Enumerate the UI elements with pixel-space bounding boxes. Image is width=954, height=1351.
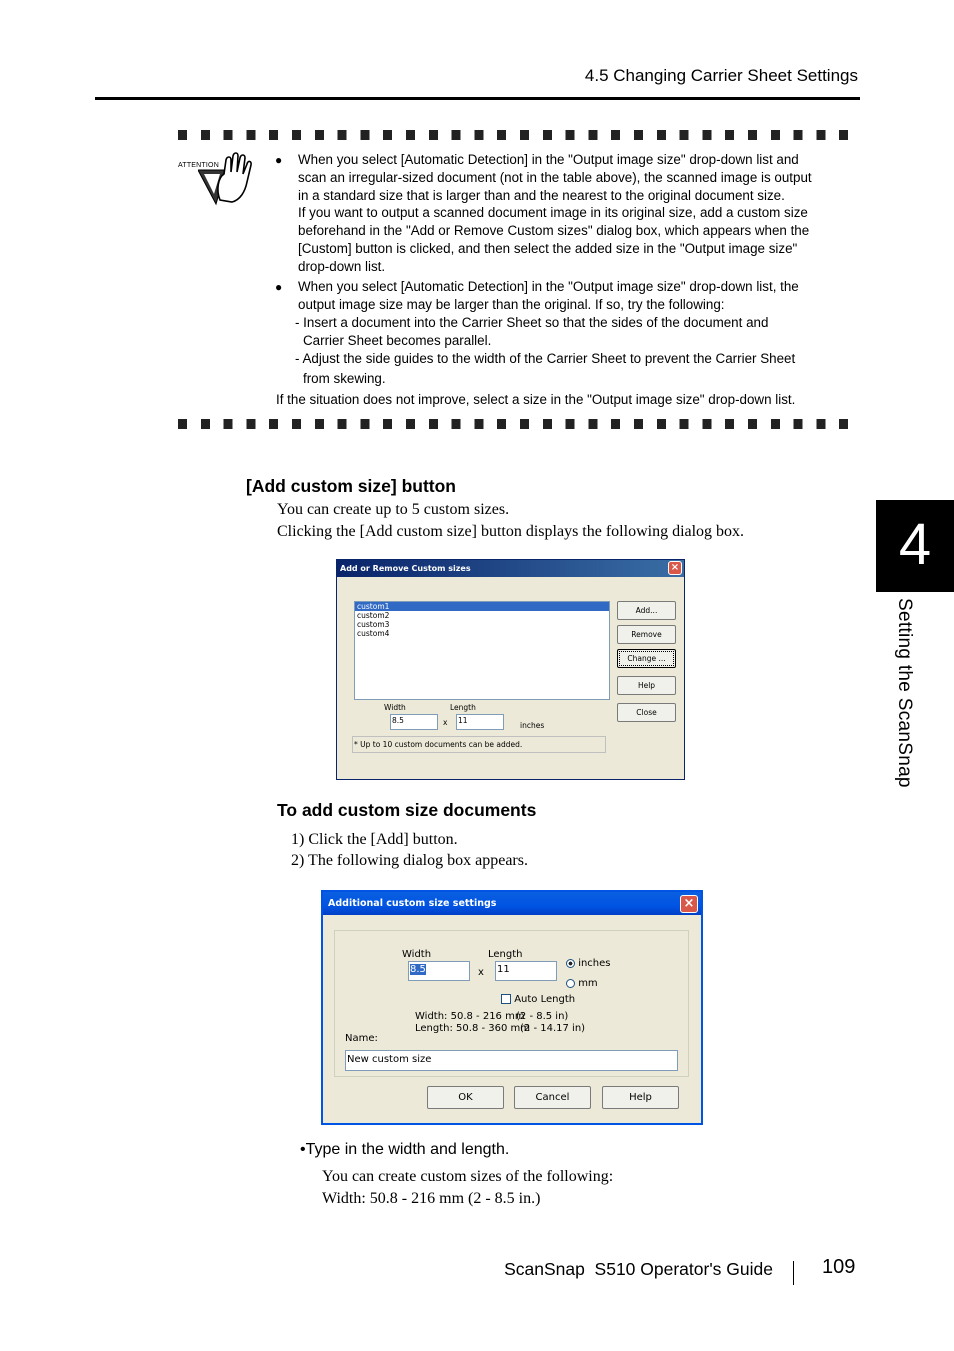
ok-button[interactable]: OK — [427, 1086, 504, 1109]
dialog-titlebar — [323, 892, 701, 915]
name-label: Name: — [345, 1033, 378, 1044]
attention-paragraph-2 — [298, 278, 854, 314]
change-button[interactable]: Change ... — [617, 649, 676, 668]
text-line: If you want to output a scanned document image in its original size, add a custom size — [298, 205, 808, 221]
length-label: Length — [488, 949, 523, 960]
footer-divider — [793, 1261, 794, 1285]
type-in-bullet: •Type in the width and length. — [300, 1141, 510, 1158]
text-line: from skewing. — [303, 371, 386, 386]
text-line: [Custom] button is clicked, and then select the added size in the "Output image size" — [298, 240, 798, 256]
list-item[interactable]: custom3 — [357, 620, 390, 629]
attention-border-bottom — [178, 419, 851, 429]
attention-paragraph-1 — [298, 151, 854, 276]
radio-mm[interactable] — [566, 978, 598, 989]
additional-custom-size-dialog — [321, 890, 703, 1125]
add-remove-custom-sizes-dialog — [336, 559, 685, 780]
text-line: output image size may be larger than the original. If so, try the following: — [298, 296, 725, 312]
text-line: - Adjust the side guides to the width of the Carrier Sheet to prevent the Carrier Sheet — [295, 351, 796, 366]
radio-inches-label: inches — [578, 958, 611, 969]
body-line: You can create up to 5 custom sizes. — [277, 501, 510, 518]
add-button[interactable]: Add... — [617, 601, 676, 620]
close-button[interactable]: Close — [617, 703, 676, 722]
dialog-titlebar — [337, 560, 684, 577]
dialog-title: Additional custom size settings — [328, 898, 497, 909]
text-line: drop-down list. — [298, 258, 386, 274]
help-button[interactable]: Help — [602, 1086, 679, 1109]
attention-dash-1 — [295, 314, 851, 350]
section-heading-add-custom-size: [Add custom size] button — [246, 476, 456, 496]
text-line: scan an irregular-sized document (not in the table above), the scanned image is output — [298, 169, 812, 185]
times-sign: x — [443, 718, 448, 727]
length-input[interactable]: 11 — [456, 714, 504, 730]
length-label: Length — [450, 703, 476, 712]
attention-border-top — [178, 130, 851, 140]
body-line: Width: 50.8 - 216 mm (2 - 8.5 in.) — [322, 1190, 541, 1207]
text-line: When you select [Automatic Detection] in the "Output image size" drop-down list and — [298, 152, 799, 167]
header-rule — [95, 97, 860, 100]
auto-length-label: Auto Length — [514, 994, 576, 1005]
close-icon[interactable]: × — [680, 895, 698, 913]
text-line: Carrier Sheet becomes parallel. — [303, 332, 492, 348]
step-line: 2) The following dialog box appears. — [291, 852, 528, 869]
width-label: Width — [384, 703, 406, 712]
width-input[interactable]: 8.5 — [390, 714, 438, 730]
bullet-dot: ● — [275, 153, 283, 167]
checkbox-icon — [501, 994, 511, 1004]
attention-hand-icon — [198, 152, 258, 206]
body-line: You can create custom sizes of the following: — [322, 1168, 614, 1185]
list-item[interactable]: custom4 — [357, 629, 390, 638]
footer-guide-title: ScanSnap S510 Operator's Guide — [504, 1259, 773, 1279]
times-sign: x — [478, 967, 484, 978]
length-range-inches: (2 - 14.17 in) — [520, 1023, 586, 1034]
section-title: 4.5 Changing Carrier Sheet Settings — [584, 66, 858, 85]
attention-label: ATTENTION — [178, 162, 219, 169]
text-line: beforehand in the "Add or Remove Custom sizes" dialog box, which appears when the — [298, 223, 810, 239]
dialog-title: Add or Remove Custom sizes — [340, 564, 471, 573]
radio-inches[interactable] — [566, 958, 611, 969]
cancel-button[interactable]: Cancel — [514, 1086, 591, 1109]
chapter-title-text: Setting the ScanSnap — [894, 598, 915, 788]
attention-bullet-2 — [275, 278, 282, 297]
section-heading-to-add: To add custom size documents — [277, 800, 537, 820]
limit-note: * Up to 10 custom documents can be added. — [352, 736, 606, 753]
page-number: 109 — [822, 1256, 856, 1278]
attention-bullet-1 — [275, 151, 282, 170]
radio-unselected-icon — [566, 979, 575, 988]
text-line: - Insert a document into the Carrier Sheet so that the sides of the document and — [295, 315, 769, 330]
name-input[interactable]: New custom size — [345, 1050, 678, 1071]
chapter-number: 4 — [898, 512, 932, 577]
radio-mm-label: mm — [578, 978, 598, 989]
width-range: Width: 50.8 - 216 mm — [415, 1011, 525, 1022]
width-input[interactable] — [408, 961, 470, 981]
body-line: Clicking the [Add custom size] button displays the following dialog box. — [277, 523, 745, 540]
attention-closing: If the situation does not improve, select a size in the "Output image size" drop-down list. — [276, 392, 796, 407]
units-label: inches — [520, 721, 545, 730]
radio-selected-icon — [566, 959, 575, 968]
custom-size-list[interactable] — [354, 601, 610, 700]
length-range: Length: 50.8 - 360 mm — [415, 1023, 531, 1034]
close-icon[interactable]: × — [668, 561, 682, 575]
step-line: 1) Click the [Add] button. — [291, 831, 458, 848]
auto-length-checkbox[interactable] — [501, 994, 575, 1005]
width-range-inches: (2 - 8.5 in) — [516, 1011, 569, 1022]
width-label: Width — [402, 949, 432, 960]
text-line: When you select [Automatic Detection] in the "Output image size" drop-down list, the — [298, 279, 799, 294]
length-input[interactable]: 11 — [495, 961, 557, 981]
list-item[interactable]: custom1 — [355, 602, 609, 611]
width-value: 8.5 — [410, 964, 426, 975]
attention-dash-2 — [295, 349, 851, 389]
bullet-dot: ● — [275, 280, 283, 294]
list-item[interactable]: custom2 — [357, 611, 390, 620]
help-button[interactable]: Help — [617, 676, 676, 695]
remove-button[interactable]: Remove — [617, 625, 676, 644]
chapter-side-title — [893, 598, 915, 828]
text-line: in a standard size that is larger than and the nearest to the original document size. — [298, 187, 785, 203]
